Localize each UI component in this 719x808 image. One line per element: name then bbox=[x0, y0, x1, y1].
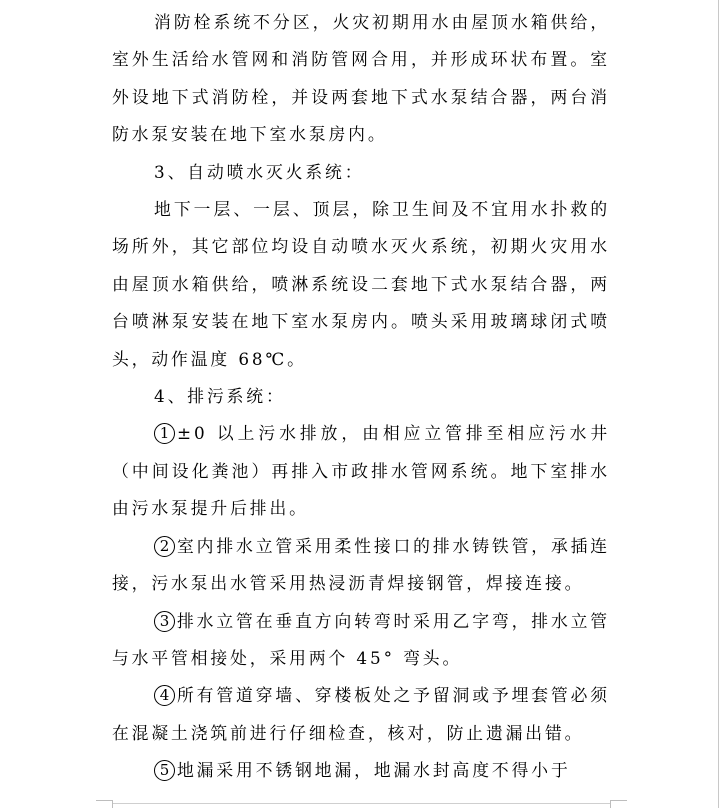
list-item-text: ±0 以上污水排放，由相应立管排至相应污水井（中间设化粪池）再排入市政排水管网系统。地下室排水由污水泵提升后排出。 bbox=[112, 423, 610, 519]
paragraph-sprinkler-system bbox=[112, 191, 610, 378]
document-body bbox=[112, 4, 610, 790]
list-item-text: 所有管道穿墙、穿楼板处之予留洞或予埋套管必须在混凝土浇筑前进行仔细检查，核对，防止遗漏出错。 bbox=[112, 685, 610, 743]
paragraph-text: 地下一层、一层、顶层，除卫生间及不宜用水扑救的场所外，其它部位均设自动喷水灭火系统，初期火灾用水由屋顶水箱供给，喷淋系统设二套地下式水泵结合器，两台喷淋泵安装在地下室水泵房内。喷头采用玻璃球闭式喷头，动作温度 68℃。 bbox=[112, 199, 610, 369]
circled-number-marker: 2 bbox=[154, 536, 175, 557]
heading-text: 4、排污系统： bbox=[154, 386, 286, 407]
paragraph-text: 消防栓系统不分区，火灾初期用水由屋顶水箱供给，室外生活给水管网和消防管网合用，并形成环状布置。室外设地下式消防栓，并设两套地下式水泵结合器，两台消防水泵安装在地下室水泵房内。 bbox=[112, 12, 610, 145]
circled-number-marker: 5 bbox=[154, 760, 175, 781]
heading-sprinkler-system bbox=[112, 154, 610, 191]
list-item-drainage-3 bbox=[112, 603, 610, 678]
list-item-drainage-4 bbox=[112, 677, 610, 752]
paragraph-hydrant-system bbox=[112, 4, 610, 154]
list-item-drainage-2 bbox=[112, 528, 610, 603]
list-item-drainage-1 bbox=[112, 415, 610, 527]
heading-text: 3、自动喷水灭火系统： bbox=[154, 161, 365, 182]
circled-number-marker: 3 bbox=[154, 611, 175, 632]
crop-mark-bottom-right bbox=[610, 800, 627, 808]
circled-number-marker: 1 bbox=[154, 423, 175, 444]
crop-mark-bottom-left bbox=[96, 800, 113, 808]
circled-number-marker: 4 bbox=[154, 685, 175, 706]
list-item-text: 地漏采用不锈钢地漏，地漏水封高度不得小于 bbox=[177, 760, 571, 781]
list-item-text: 室内排水立管采用柔性接口的排水铸铁管，承插连接，污水泵出水管采用热浸沥青焊接钢管，焊接连接。 bbox=[112, 535, 610, 594]
list-item-drainage-5 bbox=[112, 752, 610, 789]
list-item-text: 排水立管在垂直方向转弯时采用乙字弯，排水立管与水平管相接处，采用两个 45° 弯头。 bbox=[112, 610, 610, 668]
heading-drainage-system bbox=[112, 378, 610, 415]
page-bottom-margin-line bbox=[112, 803, 610, 804]
